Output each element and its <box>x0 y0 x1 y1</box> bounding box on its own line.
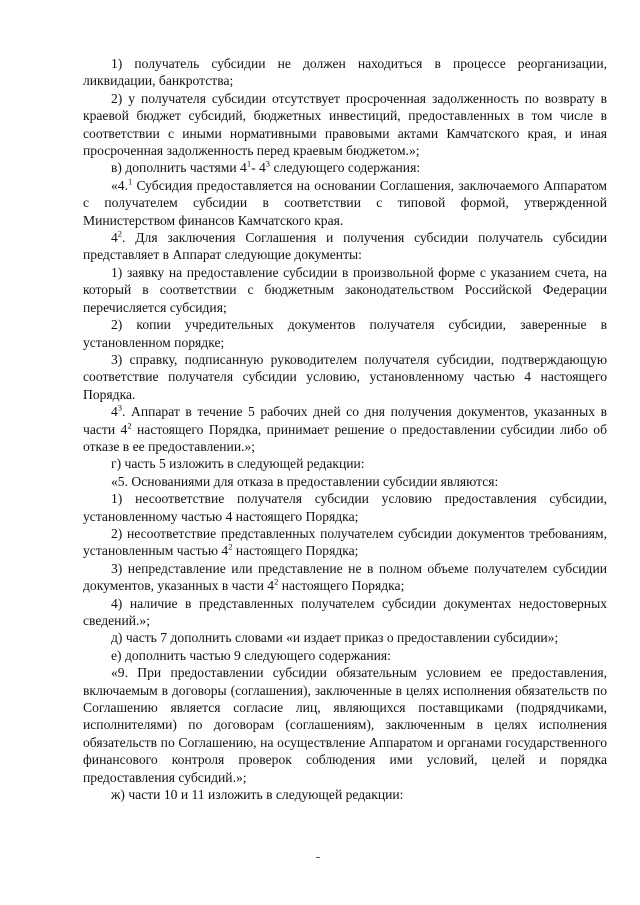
text-fragment: настоящего Порядка; <box>278 578 405 594</box>
paragraph-condition-2: 2) у получателя субсидии отсутствует просроченная задолженность по возврату в краевой бюджет субсидий, бюджетных инвестиций, предоставленных в том числе в соответствии с иными нормативными правовыми актами Камчатского края, и иная просроченная задолженность перед краевым бюджетом.»; <box>83 90 607 159</box>
text-fragment: «4. <box>111 177 128 193</box>
text-fragment: . Для заключения Соглашения и получения субсидии получатель субсидии представляет в Аппарат следующие документы: <box>83 230 607 263</box>
document-body <box>83 55 607 803</box>
paragraph-amendment-v <box>83 159 607 176</box>
paragraph-refusal-1: 1) несоответствие получателя субсидии условию предоставления субсидии, установленному частью 4 настоящего Порядка; <box>83 491 607 524</box>
paragraph-part-4-2 <box>83 229 607 264</box>
paragraph-refusal-2 <box>83 525 607 560</box>
paragraph-part-9: «9. При предоставлении субсидии обязательным условием ее предоставления, включаемым в договоры (соглашения), заключенные в целях исполнения обязательств по Соглашению является согласие лиц, являющихся поставщиками (подрядчиками, исполнителями) по договорам (соглашениям), заключенным в целях исполнения обязательств по Соглашению, на осуществление Аппаратом и органами государственного финансового контроля проверок соблюдения ими условий, целей и порядка предоставления субсидий.»; <box>83 665 607 785</box>
paragraph-amendment-d: д) часть 7 дополнить словами «и издает приказ о предоставлении субсидии»; <box>111 630 559 646</box>
text-fragment: настоящего Порядка, принимает решение о предоставлении субсидии либо об отказе в ее предоставлении.»; <box>83 421 607 454</box>
superscript: 2 <box>228 541 233 552</box>
text-fragment: . Аппарат в течение 5 рабочих дней со дня получения документов, указанных в части 4 <box>83 404 607 437</box>
text-fragment: Субсидия предоставляется на основании Соглашения, заключаемого Аппаратом с получателем субсидии в соответствии с типовой формой, утвержденной Министерством финансов Камчатского края. <box>83 177 607 228</box>
superscript: 1 <box>128 176 133 187</box>
text-fragment: в) дополнить частями 4 <box>111 160 247 176</box>
text-fragment: настоящего Порядка; <box>232 543 359 559</box>
text-fragment: 4 <box>111 230 118 246</box>
text-fragment: 3) непредставление или представление не в полном объеме получателем субсидии документов, указанных в части 4 <box>83 560 607 594</box>
superscript: 3 <box>265 158 271 169</box>
paragraph-part-5: «5. Основаниями для отказа в предоставлении субсидии являются: <box>111 473 499 489</box>
paragraph-amendment-g: г) часть 5 изложить в следующей редакции: <box>111 456 365 472</box>
paragraph-part-4-1 <box>83 177 607 229</box>
paragraph-refusal-3 <box>83 560 607 595</box>
superscript: 2 <box>127 420 132 430</box>
paragraph-refusal-4: 4) наличие в представленных получателем субсидии документах недостоверных сведений.»; <box>83 595 607 628</box>
scan-artifact <box>316 857 320 858</box>
paragraph-amendment-zh: ж) части 10 и 11 изложить в следующей редакции: <box>111 787 404 803</box>
paragraph-condition-1: 1) получатель субсидии не должен находиться в процессе реорганизации, ликвидации, банкротства; <box>83 56 607 89</box>
paragraph-amendment-e: е) дополнить частью 9 следующего содержания: <box>111 647 391 663</box>
paragraph-document-2: 2) копии учредительных документов получателя субсидии, заверенные в установленном порядке; <box>83 317 607 350</box>
paragraph-part-4-3 <box>83 403 607 455</box>
paragraph-document-3: 3) справку, подписанную руководителем получателя субсидии, подтверждающую соответствие получателя субсидии условию, установленному частью 4 настоящего Порядка. <box>83 351 607 402</box>
text-fragment: 4 <box>111 404 118 420</box>
superscript: 2 <box>274 576 279 587</box>
superscript: 2 <box>117 228 123 239</box>
paragraph-document-1: 1) заявку на предоставление субсидии в произвольной форме с указанием счета, на который в соответствии с бюджетным законодательством Российской Федерации перечисляется субсидия; <box>83 264 607 315</box>
text-fragment: следующего содержания: <box>270 160 421 176</box>
text-fragment: 2) несоответствие представленных получателем субсидии документов требованиям, установленным частью 4 <box>83 525 607 559</box>
superscript: 1 <box>246 158 252 169</box>
superscript: 3 <box>117 402 123 413</box>
text-fragment: - 4 <box>251 160 266 176</box>
